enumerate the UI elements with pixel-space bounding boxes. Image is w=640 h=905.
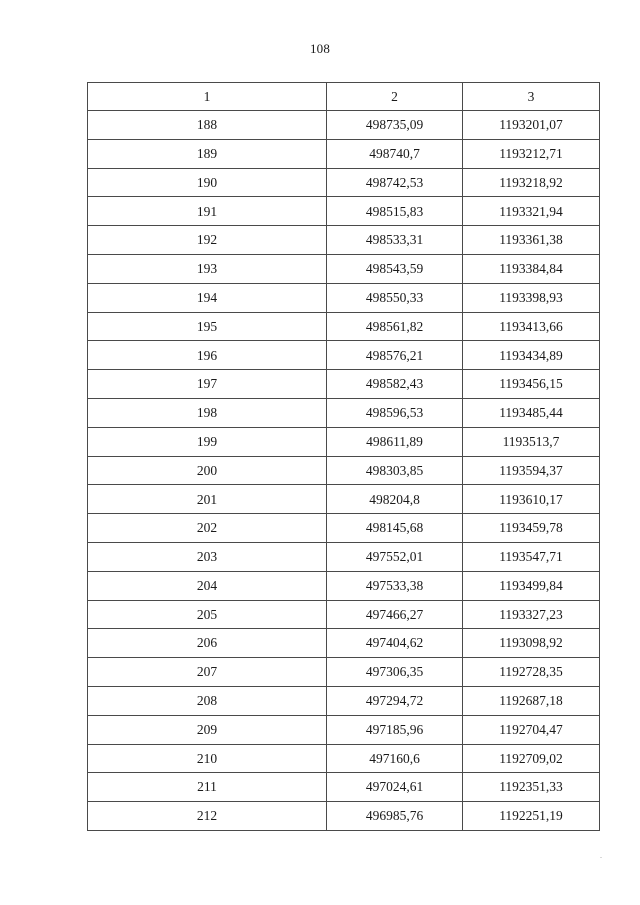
cell-point-number: 189: [88, 139, 327, 168]
cell-x-coordinate: 498533,31: [327, 226, 463, 255]
table-row: [88, 600, 600, 629]
table-row: [88, 168, 600, 197]
cell-point-number: 193: [88, 254, 327, 283]
cell-y-coordinate: 1193499,84: [463, 571, 600, 600]
table-header-row: [88, 83, 600, 111]
table-row: [88, 197, 600, 226]
table-row: [88, 629, 600, 658]
column-header-y: 3: [463, 83, 600, 111]
cell-x-coordinate: 498611,89: [327, 427, 463, 456]
cell-x-coordinate: 498582,43: [327, 370, 463, 399]
cell-y-coordinate: 1192251,19: [463, 802, 600, 831]
cell-y-coordinate: 1193456,15: [463, 370, 600, 399]
cell-y-coordinate: 1193212,71: [463, 139, 600, 168]
cell-y-coordinate: 1193321,94: [463, 197, 600, 226]
cell-x-coordinate: 498515,83: [327, 197, 463, 226]
cell-y-coordinate: 1193218,92: [463, 168, 600, 197]
table-row: [88, 139, 600, 168]
cell-point-number: 203: [88, 542, 327, 571]
cell-x-coordinate: 497404,62: [327, 629, 463, 658]
cell-point-number: 197: [88, 370, 327, 399]
table-body: [88, 111, 600, 831]
table-row: [88, 542, 600, 571]
cell-point-number: 192: [88, 226, 327, 255]
cell-point-number: 209: [88, 715, 327, 744]
cell-x-coordinate: 498742,53: [327, 168, 463, 197]
cell-y-coordinate: 1193434,89: [463, 341, 600, 370]
column-header-point: 1: [88, 83, 327, 111]
cell-x-coordinate: 497294,72: [327, 686, 463, 715]
cell-point-number: 191: [88, 197, 327, 226]
cell-y-coordinate: 1193098,92: [463, 629, 600, 658]
table-row: [88, 312, 600, 341]
cell-point-number: 212: [88, 802, 327, 831]
cell-point-number: 211: [88, 773, 327, 802]
cell-point-number: 207: [88, 658, 327, 687]
table-row: [88, 571, 600, 600]
cell-y-coordinate: 1193384,84: [463, 254, 600, 283]
cell-point-number: 208: [88, 686, 327, 715]
cell-y-coordinate: 1192687,18: [463, 686, 600, 715]
table-row: [88, 773, 600, 802]
cell-y-coordinate: 1193513,7: [463, 427, 600, 456]
table-row: [88, 370, 600, 399]
cell-x-coordinate: 498550,33: [327, 283, 463, 312]
cell-point-number: 210: [88, 744, 327, 773]
coordinates-table: [87, 82, 600, 831]
table-row: [88, 744, 600, 773]
column-header-x: 2: [327, 83, 463, 111]
cell-y-coordinate: 1193361,38: [463, 226, 600, 255]
cell-y-coordinate: 1193547,71: [463, 542, 600, 571]
cell-y-coordinate: 1192351,33: [463, 773, 600, 802]
cell-y-coordinate: 1193485,44: [463, 398, 600, 427]
cell-point-number: 190: [88, 168, 327, 197]
cell-y-coordinate: 1193398,93: [463, 283, 600, 312]
cell-x-coordinate: 498596,53: [327, 398, 463, 427]
table-row: [88, 485, 600, 514]
cell-x-coordinate: 497552,01: [327, 542, 463, 571]
cell-point-number: 201: [88, 485, 327, 514]
cell-x-coordinate: 497024,61: [327, 773, 463, 802]
table-row: [88, 456, 600, 485]
cell-point-number: 199: [88, 427, 327, 456]
table-row: [88, 715, 600, 744]
table-row: [88, 111, 600, 140]
cell-y-coordinate: 1192709,02: [463, 744, 600, 773]
cell-point-number: 204: [88, 571, 327, 600]
table-row: [88, 658, 600, 687]
cell-point-number: 196: [88, 341, 327, 370]
cell-y-coordinate: 1192704,47: [463, 715, 600, 744]
cell-x-coordinate: 497185,96: [327, 715, 463, 744]
table-row: [88, 427, 600, 456]
table-row: [88, 686, 600, 715]
cell-point-number: 188: [88, 111, 327, 140]
cell-x-coordinate: 498204,8: [327, 485, 463, 514]
cell-y-coordinate: 1192728,35: [463, 658, 600, 687]
cell-x-coordinate: 497466,27: [327, 600, 463, 629]
cell-x-coordinate: 496985,76: [327, 802, 463, 831]
table-row: [88, 341, 600, 370]
table-row: [88, 283, 600, 312]
cell-x-coordinate: 497533,38: [327, 571, 463, 600]
table-row: [88, 226, 600, 255]
cell-y-coordinate: 1193594,37: [463, 456, 600, 485]
cell-point-number: 202: [88, 514, 327, 543]
cell-x-coordinate: 498145,68: [327, 514, 463, 543]
cell-x-coordinate: 498303,85: [327, 456, 463, 485]
cell-y-coordinate: 1193413,66: [463, 312, 600, 341]
cell-y-coordinate: 1193610,17: [463, 485, 600, 514]
table-row: [88, 514, 600, 543]
cell-point-number: 194: [88, 283, 327, 312]
cell-x-coordinate: 498735,09: [327, 111, 463, 140]
cell-x-coordinate: 497306,35: [327, 658, 463, 687]
table-row: [88, 254, 600, 283]
table-row: [88, 802, 600, 831]
cell-point-number: 198: [88, 398, 327, 427]
cell-x-coordinate: 498740,7: [327, 139, 463, 168]
cell-y-coordinate: 1193327,23: [463, 600, 600, 629]
cell-point-number: 200: [88, 456, 327, 485]
cell-point-number: 195: [88, 312, 327, 341]
cell-point-number: 206: [88, 629, 327, 658]
page-number: 108: [309, 41, 331, 56]
cell-x-coordinate: 498543,59: [327, 254, 463, 283]
corner-mark: -: [600, 855, 602, 861]
cell-point-number: 205: [88, 600, 327, 629]
cell-x-coordinate: 498561,82: [327, 312, 463, 341]
cell-y-coordinate: 1193201,07: [463, 111, 600, 140]
cell-x-coordinate: 497160,6: [327, 744, 463, 773]
table-row: [88, 398, 600, 427]
cell-y-coordinate: 1193459,78: [463, 514, 600, 543]
cell-x-coordinate: 498576,21: [327, 341, 463, 370]
